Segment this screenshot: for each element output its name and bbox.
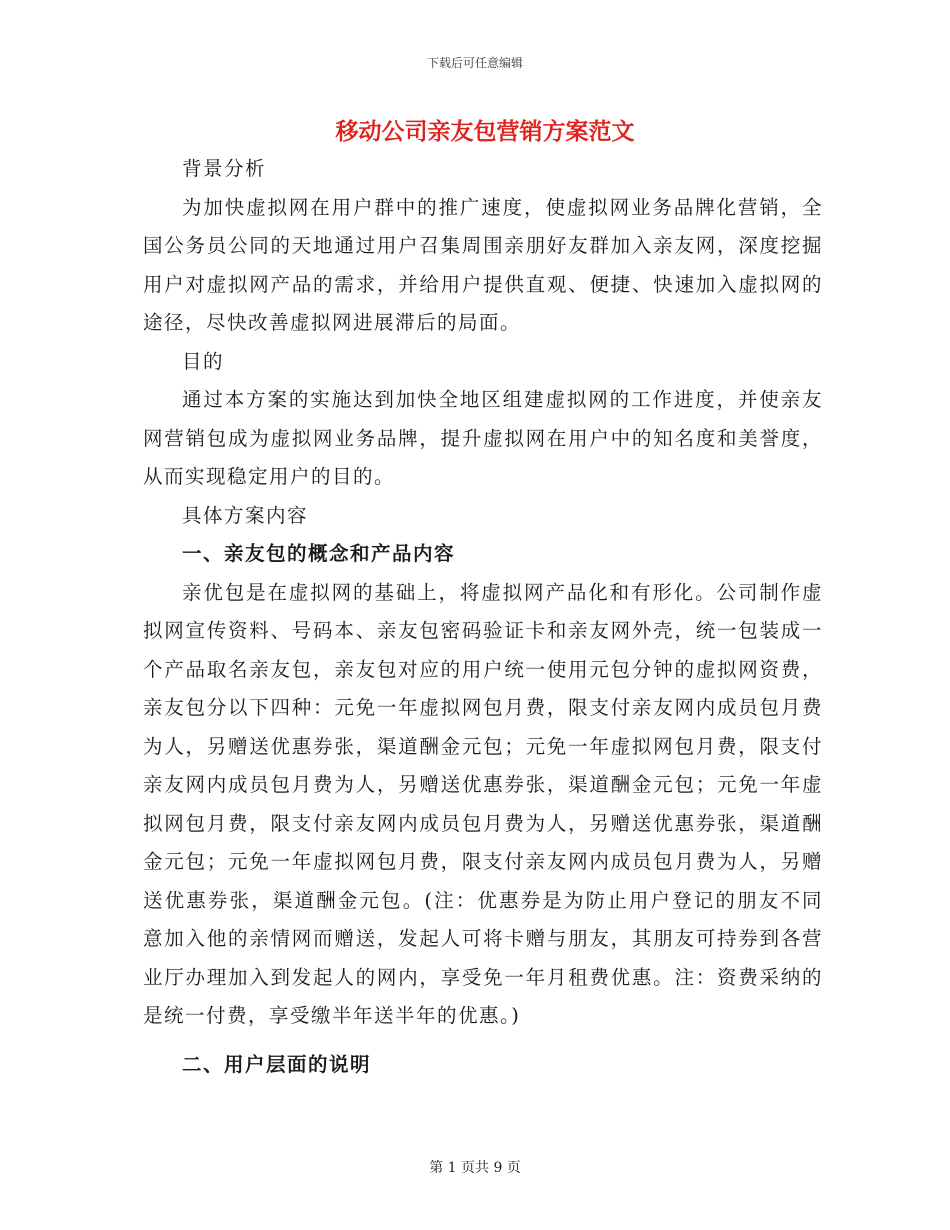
heading-concept: 一、亲友包的概念和产品内容: [182, 542, 456, 565]
section-label-plan: 具体方案内容: [182, 503, 309, 527]
page-footer: 第 1 页共 9 页: [429, 1160, 521, 1176]
paragraph-background: 为加快虚拟网在用户群中的推广速度，使虚拟网业务品牌化营销，全国公务员公同的天地通过用户召集周围亲朋好友群加入亲友网，深度挖掘用户对虚拟网产品的需求，并给用户提供直观、便捷、快速加入虚拟网的途径，尽快改善虚拟网进展滞后的局面。: [143, 195, 823, 334]
paragraph-concept: 亲优包是在虚拟网的基础上，将虚拟网产品化和有形化。公司制作虚拟网宣传资料、号码本、亲友包密码验证卡和亲友网外壳，统一包装成一个产品取名亲友包，亲友包对应的用户统一使用元包分钟的虚拟网资费，亲友包分以下四种：元免一年虚拟网包月费，限支付亲友网内成员包月费为人，另赠送优惠券张，渠道酬金元包；元免一年虚拟网包月费，限支付亲友网内成员包月费为人，另赠送优惠券张，渠道酬金元包；元免一年虚拟网包月费，限支付亲友网内成员包月费为人，另赠送优惠券张，渠道酬金元包；元免一年虚拟网包月费，限支付亲友网内成员包月费为人，另赠送优惠券张，渠道酬金元包。(注：优惠券是为防止用户登记的朋友不同意加入他的亲情网而赠送，发起人可将卡赠与朋友，其朋友可持券到各营业厅办理加入到发起人的网内，享受免一年月租费优惠。注：资费采纳的是统一付费，享受缴半年送半年的优惠。): [143, 580, 823, 1027]
page-header: 下载后可任意编辑: [426, 56, 523, 70]
paragraph-purpose: 通过本方案的实施达到加快全地区组建虚拟网的工作进度，并使亲友网营销包成为虚拟网业务品牌，提升虚拟网在用户中的知名度和美誉度，从而实现稳定用户的目的。: [143, 388, 823, 488]
section-label-background: 背景分析: [182, 157, 267, 180]
document-title: 移动公司亲友包营销方案范文: [335, 118, 635, 145]
heading-user-level: 二、用户层面的说明: [182, 1052, 372, 1076]
section-label-purpose: 目的: [182, 349, 225, 373]
document-body: [143, 150, 823, 1084]
